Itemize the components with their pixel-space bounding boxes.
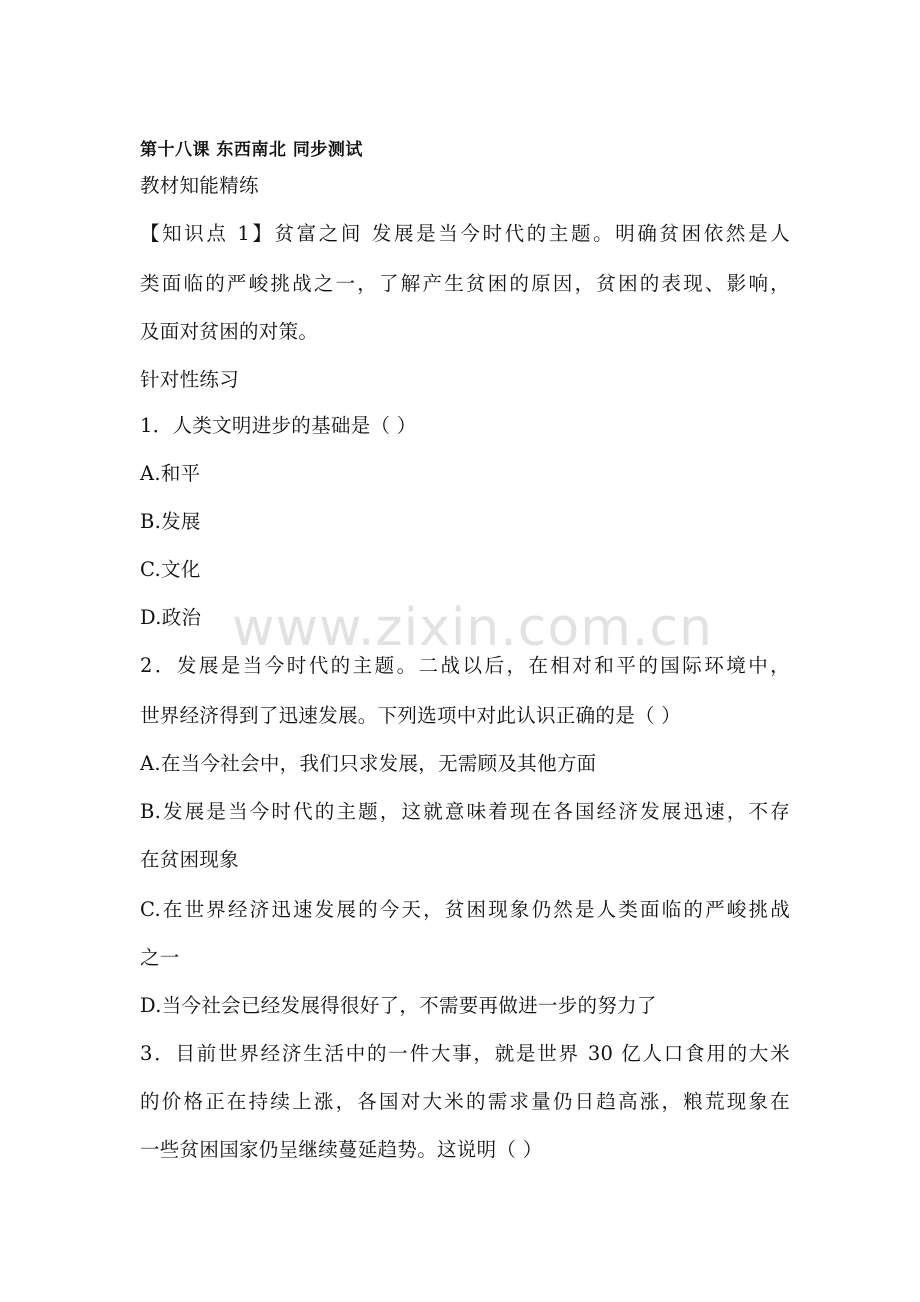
knowledge-point-line-1: 【知识点 1】贫富之间 发展是当今时代的主题。明确贫困依然是人 [140, 222, 790, 245]
question-2-option-c-line-2: 之一 [140, 946, 180, 969]
question-2-option-a: A.在当今社会中，我们只求发展，无需顾及其他方面 [140, 752, 597, 775]
question-1-option-a: A.和平 [140, 462, 201, 485]
question-1-option-b: B.发展 [140, 510, 201, 533]
question-2-stem-line-2: 世界经济得到了迅速发展。下列选项中对此认识正确的是（ ） [140, 704, 682, 727]
knowledge-point-line-2: 类面临的严峻挑战之一，了解产生贫困的原因，贫困的表现、影响， [140, 272, 790, 295]
lesson-title: 第十八课 东西南北 同步测试 [140, 140, 363, 160]
question-1-option-d: D.政治 [140, 606, 202, 629]
question-2-stem-line-1: 2．发展是当今时代的主题。二战以后，在相对和平的国际环境中， [140, 654, 790, 677]
question-2-option-b-line-1: B.发展是当今时代的主题，这就意味着现在各国经济发展迅速，不存 [140, 800, 790, 823]
question-1-option-c: C.文化 [140, 558, 201, 581]
question-2-option-b-line-2: 在贫困现象 [140, 848, 240, 871]
knowledge-point-line-3: 及面对贫困的对策。 [140, 320, 319, 343]
question-3-stem-line-1: 3．目前世界经济生活中的一件大事，就是世界 30 亿人口食用的大米 [140, 1042, 790, 1065]
question-3-stem-line-3: 一些贫困国家仍呈继续蔓延趋势。这说明（ ） [140, 1138, 543, 1161]
section-heading: 教材知能精练 [140, 174, 259, 197]
question-3-stem-line-2: 的价格正在持续上涨，各国对大米的需求量仍日趋高涨，粮荒现象在 [140, 1090, 790, 1113]
question-1-stem: 1．人类文明进步的基础是（ ） [140, 414, 417, 437]
question-2-option-d: D.当今社会已经发展得很好了，不需要再做进一步的努力了 [140, 994, 657, 1017]
watermark: www.zixin.com.cn [232, 598, 713, 658]
question-2-option-c-line-1: C.在世界经济迅速发展的今天，贫困现象仍然是人类面临的严峻挑战 [140, 898, 790, 921]
practice-heading: 针对性练习 [140, 368, 240, 391]
